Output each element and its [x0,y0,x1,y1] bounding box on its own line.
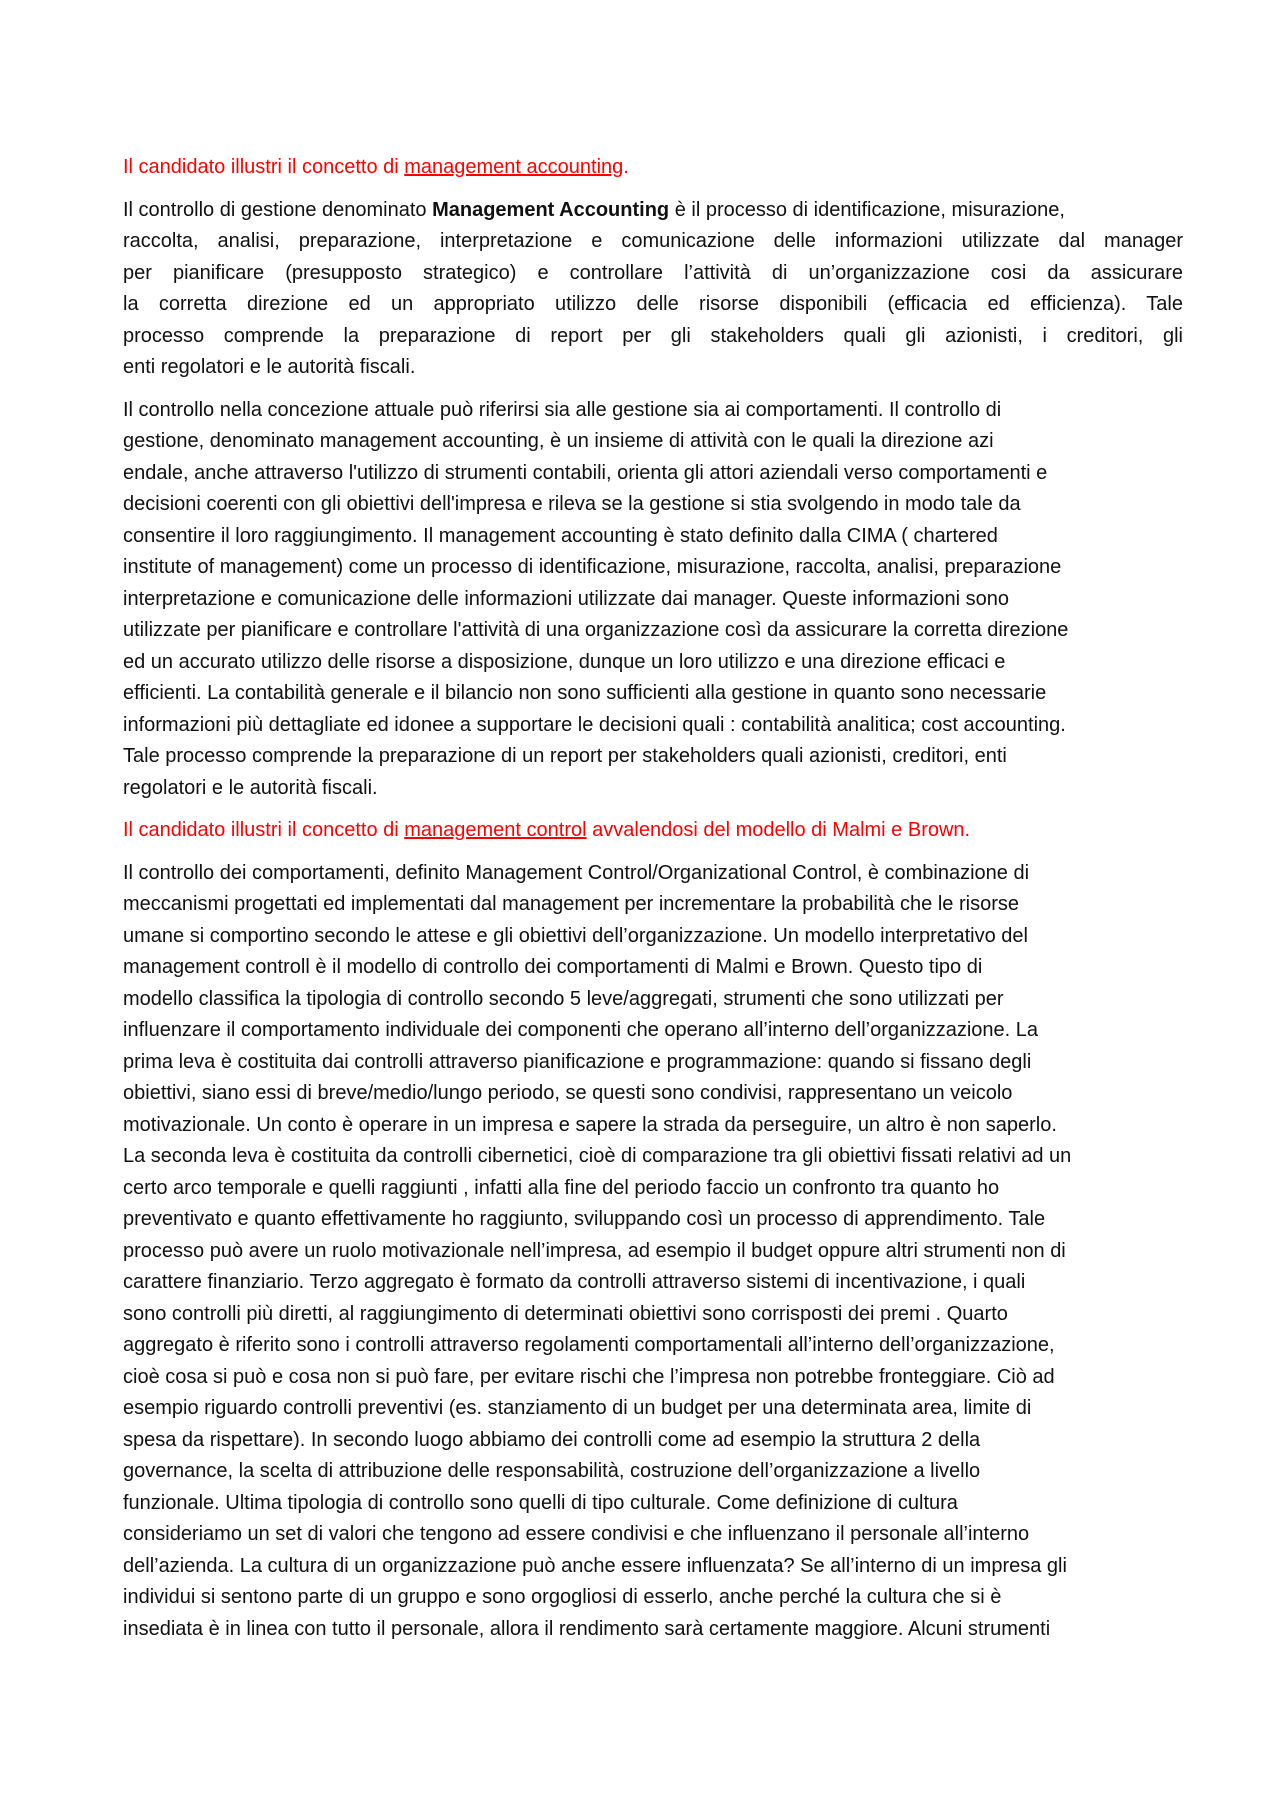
paragraph-line: gestione, denominato management accounting, è un insieme di attività con le quali la direzione azi [123,430,994,452]
paragraph-line: certo arco temporale e quelli raggiunti , infatti alla fine del periodo faccio un confronto tra quanto ho [123,1176,1000,1199]
paragraph-line: governance, la scelta di attribuzione delle responsabilità, costruzione dell’organizzazione a livello [123,1460,981,1482]
paragraph-line: modello classifica la tipologia di controllo secondo 5 leve/aggregati, strumenti che sono utilizzati per [123,987,1004,1010]
paragraph-line: management controll è il modello di controllo dei comportamenti di Malmi e Brown. Questo tipo di [123,956,983,978]
bold-term: Management Accounting [432,198,670,221]
paragraph-line: obiettivi, siano essi di breve/medio/lungo periodo, se questi sono condivisi, rappresentano un veicolo [123,1082,1013,1104]
paragraph-line: Il controllo dei comportamenti, definito Management Control/Organizational Control, è combinazione di [123,861,1030,884]
text-run: Il controllo di gestione denominato [123,198,433,221]
paragraph-line: Tale processo comprende la preparazione di un report per stakeholders quali azionisti, creditori, enti [123,745,1007,767]
paragraph-line: insediata è in linea con tutto il personale, allora il rendimento sarà certamente maggiore. Alcuni strumenti [123,1617,1051,1640]
question-1-prefix: Il candidato illustri il concetto di [123,156,405,178]
paragraph-line: enti regolatori e le autorità fiscali. [123,356,416,378]
paragraph-line: ed un accurato utilizzo delle risorse a disposizione, dunque un loro utilizzo e una direzione efficaci e [123,650,1006,673]
paragraph-line: meccanismi progettati ed implementati dal management per incrementare la probabilità che le risorse [123,893,1019,915]
paragraph-line: Il controllo nella concezione attuale può riferirsi sia alle gestione sia ai comportamenti. Il controllo di [123,398,1002,421]
paragraph-line: funzionale. Ultima tipologia di controllo sono quelli di tipo culturale. Come definizione di cultura [123,1491,958,1514]
paragraph-line: institute of management) come un processo di identificazione, misurazione, raccolta, analisi, preparazione [123,556,1062,578]
paragraph-line: utilizzate per pianificare e controllare l'attività di una organizzazione così da assicurare la corretta direzione [123,619,1069,641]
paragraph-line: prima leva è costituita dai controlli attraverso pianificazione e programmazione: quando si fissano degli [123,1050,1032,1073]
paragraph-line: informazioni più dettagliate ed idonee a supportare le decisioni quali : contabilità analitica; cost accounting. [123,713,1066,736]
paragraph-line: cioè cosa si può e cosa non si può fare, per evitare rischi che l’impresa non potrebbe fronteggiare. Ciò ad [123,1365,1055,1388]
answer-1-paragraph-2 [123,395,1183,805]
question-1-keyword: management accounting [404,156,624,178]
paragraph-line: umane si comportino secondo le attese e gli obiettivi dell’organizzazione. Un modello interpretativo del [123,924,1028,947]
paragraph-line: efficienti. La contabilità generale e il bilancio non sono sufficienti alla gestione in quanto sono necessarie [123,682,1047,704]
answer-2-paragraph [123,858,1183,1646]
paragraph-line: La seconda leva è costituita da controlli cibernetici, cioè di comparazione tra gli obiettivi fissati relativi ad un [123,1145,1072,1167]
paragraph-line: preventivato e quanto effettivamente ho raggiunto, sviluppando così un processo di apprendimento. Tale [123,1208,1046,1230]
paragraph-line: processo può avere un ruolo motivazionale nell’impresa, ad esempio il budget oppure altri strumenti non di [123,1239,1066,1262]
paragraph-line: la corretta direzione ed un appropriato utilizzo delle risorse disponibili (efficacia ed efficienza). Tale [123,293,1183,315]
question-2-suffix: avvalendosi del modello di Malmi e Brown. [586,819,971,841]
paragraph-line: endale, anche attraverso l'utilizzo di strumenti contabili, orienta gli attori aziendali verso comportamenti e [123,461,1048,484]
question-1-heading [123,152,1183,184]
paragraph-line: decisioni coerenti con gli obiettivi dell'impresa e rileva se la gestione si stia svolgendo in modo tale da [123,493,1021,515]
paragraph-line: esempio riguardo controlli preventivi (es. stanziamento di un budget per una determinata area, limite di [123,1397,1032,1419]
paragraph-line: aggregato è riferito sono i controlli attraverso regolamenti comportamentali all’interno dell’organizzazione, [123,1334,1055,1356]
question-2-prefix: Il candidato illustri il concetto di [123,819,405,841]
paragraph-line: carattere finanziario. Terzo aggregato è formato da controlli attraverso sistemi di incentivazione, i quali [123,1271,1026,1293]
paragraph-line: sono controlli più diretti, al raggiungimento di determinati obiettivi sono corrisposti dei premi . Quarto [123,1302,1008,1325]
paragraph-line [123,195,1183,227]
paragraph-line: per pianificare (presupposto strategico) e controllare l’attività di un’organizzazione cosi da assicurare [123,261,1183,284]
question-1-suffix: . [623,156,629,178]
question-2-keyword: management control [404,819,587,841]
text-run: è il processo di identificazione, misurazione, [669,198,1065,221]
paragraph-line: motivazionale. Un conto è operare in un impresa e sapere la strada da perseguire, un altro è non saperlo. [123,1113,1057,1136]
paragraph-line: individui si sentono parte di un gruppo e sono orgogliosi di esserlo, anche perché la cultura che si è [123,1586,1002,1608]
document-body [123,152,1183,1656]
paragraph-line: interpretazione e comunicazione delle informazioni utilizzate dai manager. Queste informazioni sono [123,587,1010,610]
paragraph-line: dell’azienda. La cultura di un organizzazione può anche essere influenzata? Se all’interno di un impresa gli [123,1554,1067,1577]
paragraph-line: consideriamo un set di valori che tengono ad essere condivisi e che influenzano il personale all’interno [123,1523,1030,1545]
paragraph-line: processo comprende la preparazione di report per gli stakeholders quali gli azionisti, i creditori, gli [123,324,1183,347]
paragraph-line: regolatori e le autorità fiscali. [123,776,378,799]
question-2-heading [123,815,1183,847]
paragraph-line: consentire il loro raggiungimento. Il management accounting è stato definito dalla CIMA ( chartered [123,524,998,547]
answer-1-paragraph [123,195,1183,384]
paragraph-line: spesa da rispettare). In secondo luogo abbiamo dei controlli come ad esempio la struttura 2 della [123,1428,981,1451]
paragraph-line: raccolta, analisi, preparazione, interpretazione e comunicazione delle informazioni utilizzate dal manager [123,230,1183,252]
paragraph-line: influenzare il comportamento individuale dei componenti che operano all’interno dell’organizzazione. La [123,1019,1039,1041]
